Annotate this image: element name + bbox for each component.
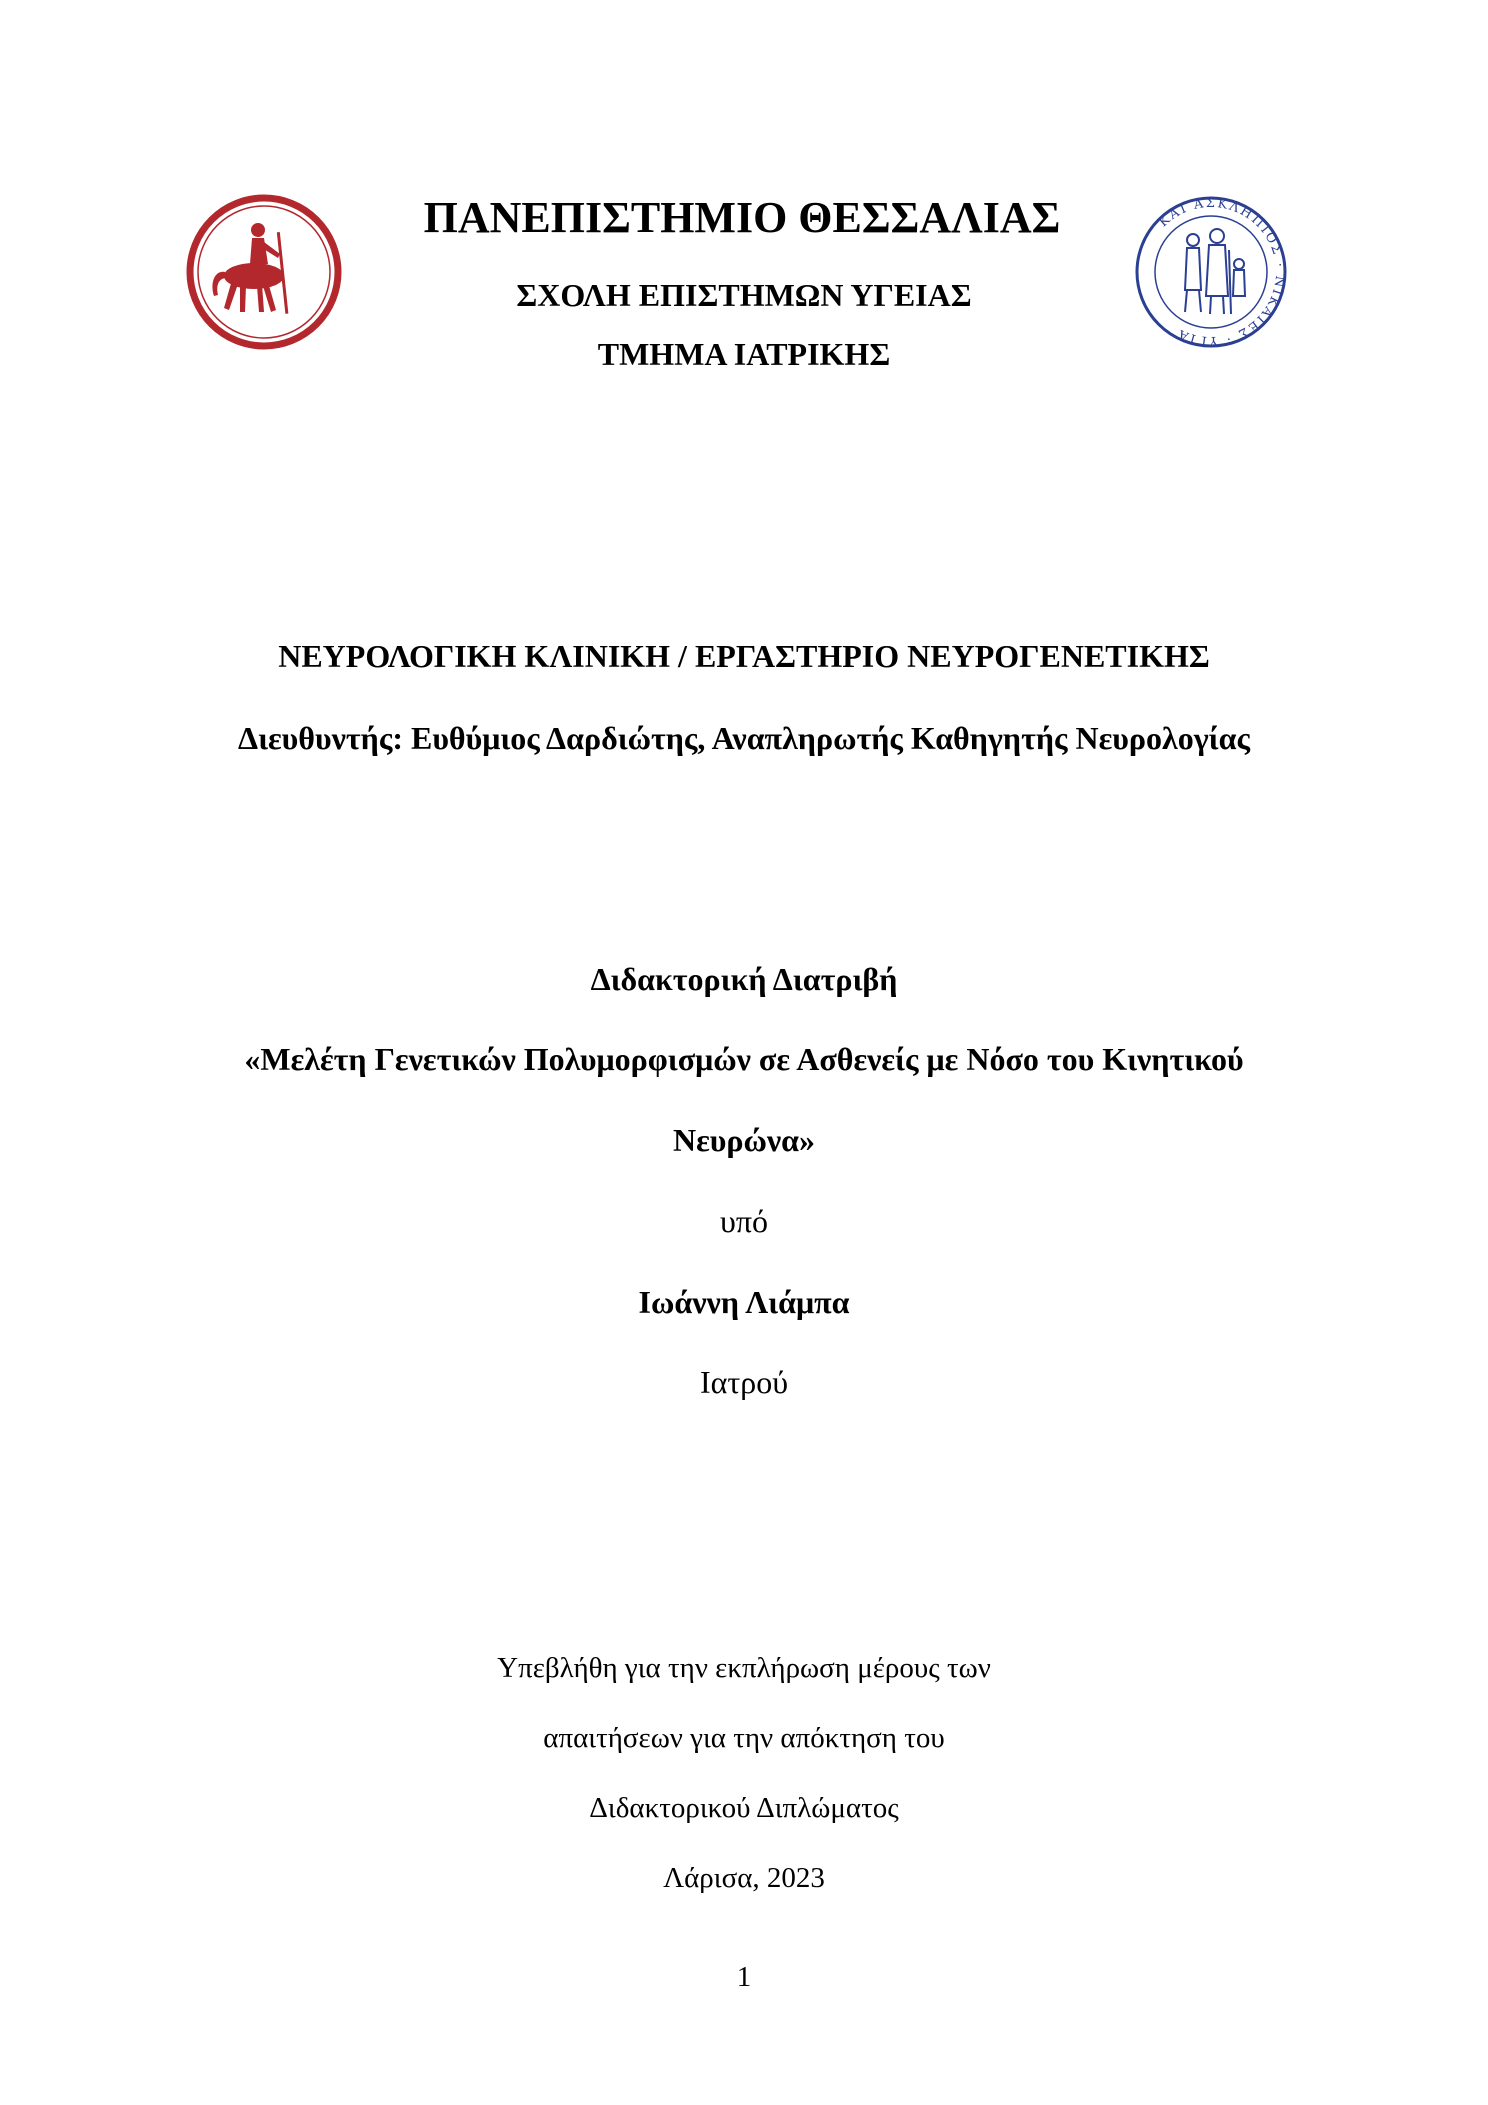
school-name: ΣΧΟΛΗ ΕΠΙΣΤΗΜΩΝ ΥΓΕΙΑΣ	[516, 277, 972, 313]
submission-line-2: απαιτήσεων για την απόκτηση του	[543, 1722, 945, 1754]
thesis-type: Διδακτορική Διατριβή	[590, 961, 898, 997]
by-label: υπό	[720, 1203, 768, 1239]
author-name: Ιωάννη Λιάμπα	[638, 1284, 850, 1320]
page-number: 1	[736, 1961, 752, 1993]
clinic-name: ΝΕΥΡΟΛΟΓΙΚΗ ΚΛΙΝΙΚΗ / ΕΡΓΑΣΤΗΡΙΟ ΝΕΥΡΟΓΕΝΕΤΙΚΗΣ	[278, 638, 1210, 674]
author-role: Ιατρού	[699, 1364, 789, 1400]
department-name: ΤΜΗΜΑ ΙΑΤΡΙΚΗΣ	[597, 336, 891, 372]
submission-line-3: Διδακτορικού Διπλώματος	[589, 1792, 899, 1824]
svg-text:ΚΑΙ ΑΣΚΛΗΠΙΟΣ · ΝΙΚΑΙΕΣ · ΥΓΙΑ: ΚΑΙ ΑΣΚΛΗΠΙΟΣ · ΝΙΚΑΙΕΣ · ΥΓΙΑ	[1156, 195, 1288, 349]
university-name: ΠΑΝΕΠΙΣΤΗΜΙΟ ΘΕΣΣΑΛΙΑΣ	[423, 193, 1061, 242]
director-line: Διευθυντής: Ευθύμιος Δαρδιώτης, Αναπληρωτής Καθηγητής Νευρολογίας	[238, 720, 1250, 756]
submission-line-1: Υπεβλήθη για την εκπλήρωση μέρους των	[497, 1652, 991, 1684]
place-date: Λάρισα, 2023	[663, 1862, 825, 1894]
thesis-title-line-1: «Μελέτη Γενετικών Πολυμορφισμών σε Ασθενείς με Νόσο του Κινητικού	[244, 1041, 1244, 1077]
thesis-title-line-2: Νευρώνα»	[672, 1122, 816, 1158]
